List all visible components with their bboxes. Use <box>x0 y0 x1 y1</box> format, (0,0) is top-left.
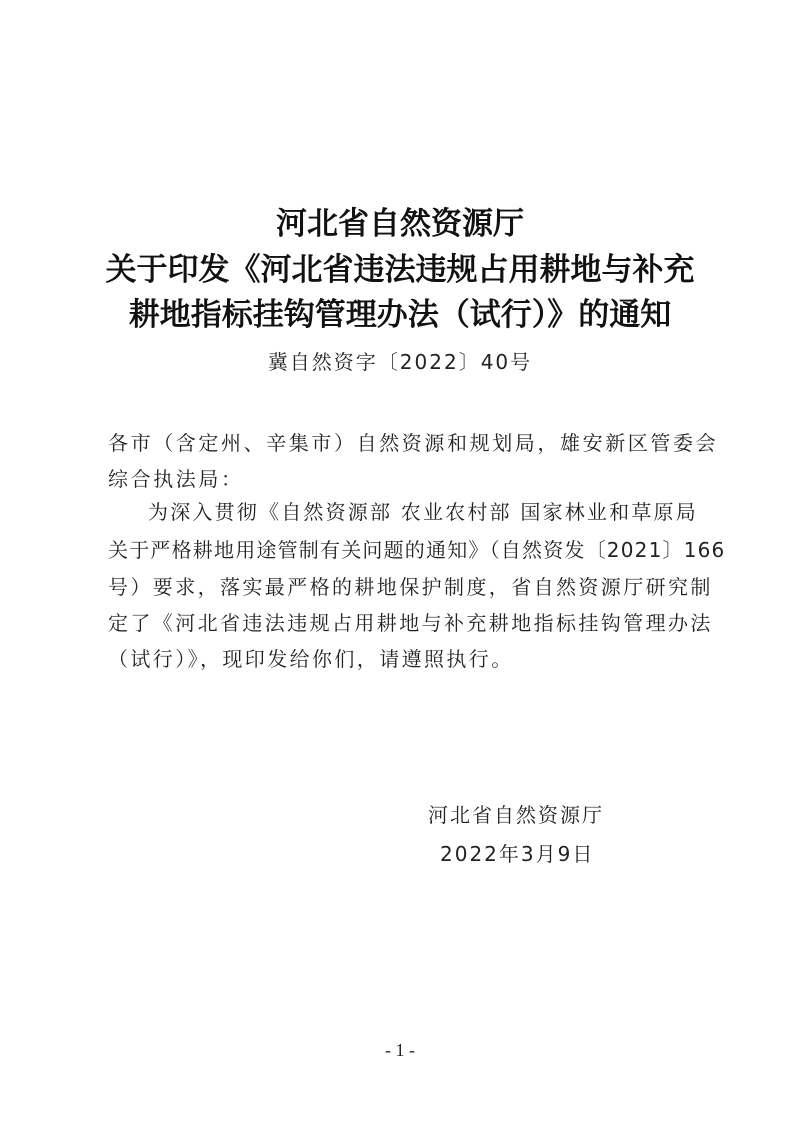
page-number: - 1 - <box>385 1040 415 1060</box>
body-line-1: 为深入贯彻《自然资源部 农业农村部 国家林业和草原局 <box>148 500 698 524</box>
body-line-3: 号）要求，落实最严格的耕地保护制度，省自然资源厅研究制 <box>108 575 713 599</box>
addressee-line-2: 综合执法局： <box>108 467 244 491</box>
title-issuer: 河北省自然资源厅 <box>276 206 524 242</box>
signature-date: 2022年3月9日 <box>440 842 595 866</box>
document-number: 冀自然资字〔2022〕40号 <box>267 350 533 374</box>
body-line-4: 定了《河北省违法违规占用耕地与补充耕地指标挂钩管理办法 <box>108 611 713 635</box>
signature-issuer: 河北省自然资源厅 <box>428 803 604 827</box>
title-line-2: 关于印发《河北省违法违规占用耕地与补充 <box>105 252 695 288</box>
addressee-line-1: 各市（含定州、辛集市）自然资源和规划局，雄安新区管委会 <box>108 431 719 455</box>
title-line-3: 耕地指标挂钩管理办法（试行）》的通知 <box>128 297 672 333</box>
body-line-2: 关于严格耕地用途管制有关问题的通知》（自然资发〔2021〕166 <box>108 538 726 562</box>
body-line-5: （试行）》，现印发给你们，请遵照执行。 <box>108 647 514 671</box>
